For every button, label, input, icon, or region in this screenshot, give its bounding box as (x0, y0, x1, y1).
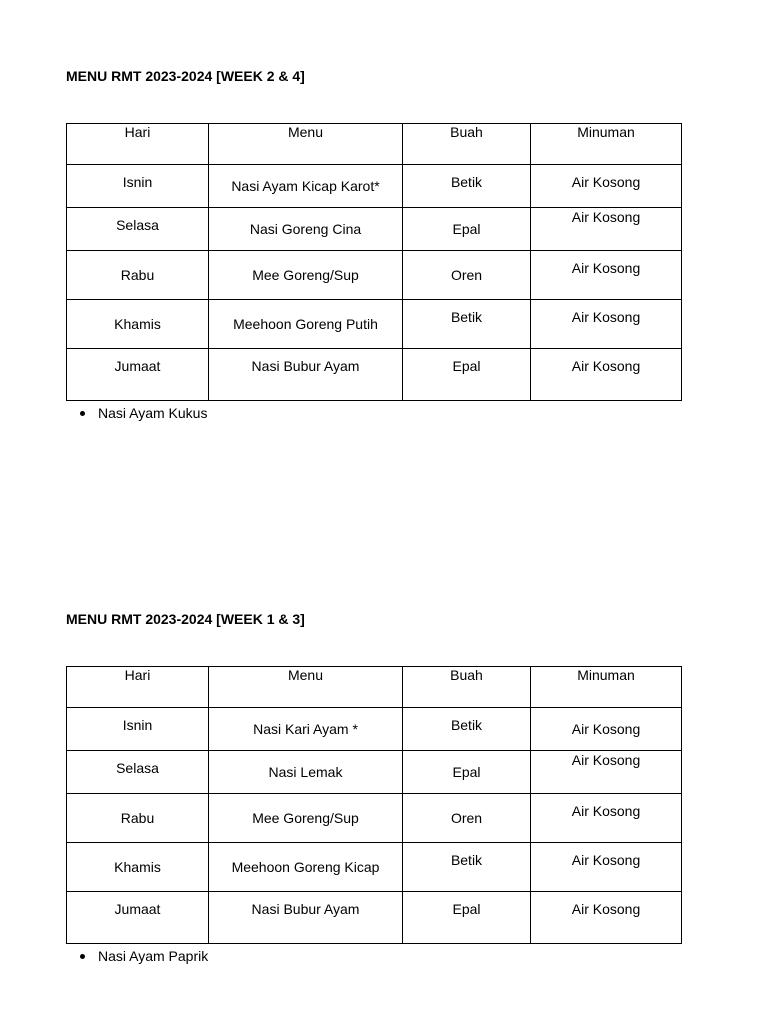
cell-hari: Selasa (67, 208, 209, 251)
table-header-row (67, 124, 682, 165)
section-title: MENU RMT 2023-2024 [WEEK 1 & 3] (66, 611, 305, 627)
cell-buah: Epal (403, 892, 531, 944)
cell-buah: Oren (403, 794, 531, 843)
cell-minuman: Air Kosong (531, 843, 682, 892)
table-row (67, 300, 682, 349)
cell-buah: Betik (403, 708, 531, 751)
cell-hari: Selasa (67, 751, 209, 794)
cell-hari: Khamis (67, 300, 209, 349)
cell-menu: Mee Goreng/Sup (209, 794, 403, 843)
cell-menu: Nasi Bubur Ayam (209, 349, 403, 401)
table-header-row (67, 667, 682, 708)
menu-table (66, 666, 682, 944)
header-hari: Hari (67, 124, 209, 165)
header-hari: Hari (67, 667, 209, 708)
header-menu: Menu (209, 124, 403, 165)
table-row (67, 892, 682, 944)
bullet-icon (80, 954, 85, 959)
menu-table (66, 123, 682, 401)
cell-menu: Nasi Ayam Kicap Karot* (209, 165, 403, 208)
table-row (67, 843, 682, 892)
cell-minuman: Air Kosong (531, 165, 682, 208)
cell-buah: Epal (403, 751, 531, 794)
cell-hari: Jumaat (67, 892, 209, 944)
header-buah: Buah (403, 667, 531, 708)
table-row (67, 208, 682, 251)
table-row (67, 708, 682, 751)
cell-minuman: Air Kosong (531, 751, 682, 794)
footnote-item (78, 947, 208, 965)
footnote-list (78, 947, 208, 965)
footnote-text: Nasi Ayam Kukus (98, 405, 208, 421)
header-menu: Menu (209, 667, 403, 708)
cell-hari: Rabu (67, 794, 209, 843)
menu-section-week-1-3 (66, 609, 681, 964)
cell-buah: Epal (403, 349, 531, 401)
cell-minuman: Air Kosong (531, 794, 682, 843)
cell-menu: Meehoon Goreng Kicap (209, 843, 403, 892)
cell-minuman: Air Kosong (531, 300, 682, 349)
bullet-icon (80, 411, 85, 416)
table-row (67, 251, 682, 300)
cell-minuman: Air Kosong (531, 251, 682, 300)
cell-hari: Isnin (67, 165, 209, 208)
cell-buah: Oren (403, 251, 531, 300)
menu-section-week-2-4 (66, 66, 681, 421)
cell-hari: Isnin (67, 708, 209, 751)
header-minuman: Minuman (531, 124, 682, 165)
footnote-item (78, 404, 207, 422)
cell-menu: Meehoon Goreng Putih (209, 300, 403, 349)
cell-menu: Nasi Kari Ayam * (209, 708, 403, 751)
cell-hari: Jumaat (67, 349, 209, 401)
header-minuman: Minuman (531, 667, 682, 708)
table-row (67, 794, 682, 843)
cell-minuman: Air Kosong (531, 349, 682, 401)
header-buah: Buah (403, 124, 531, 165)
cell-hari: Rabu (67, 251, 209, 300)
cell-hari: Khamis (67, 843, 209, 892)
table-row (67, 349, 682, 401)
cell-buah: Betik (403, 165, 531, 208)
cell-minuman: Air Kosong (531, 208, 682, 251)
cell-minuman: Air Kosong (531, 892, 682, 944)
footnote-list (78, 404, 207, 422)
table-row (67, 165, 682, 208)
cell-buah: Betik (403, 300, 531, 349)
cell-minuman: Air Kosong (531, 708, 682, 751)
section-title: MENU RMT 2023-2024 [WEEK 2 & 4] (66, 68, 305, 84)
cell-buah: Epal (403, 208, 531, 251)
table-row (67, 751, 682, 794)
footnote-text: Nasi Ayam Paprik (98, 948, 209, 964)
cell-menu: Nasi Goreng Cina (209, 208, 403, 251)
cell-menu: Nasi Bubur Ayam (209, 892, 403, 944)
cell-menu: Mee Goreng/Sup (209, 251, 403, 300)
cell-menu: Nasi Lemak (209, 751, 403, 794)
cell-buah: Betik (403, 843, 531, 892)
